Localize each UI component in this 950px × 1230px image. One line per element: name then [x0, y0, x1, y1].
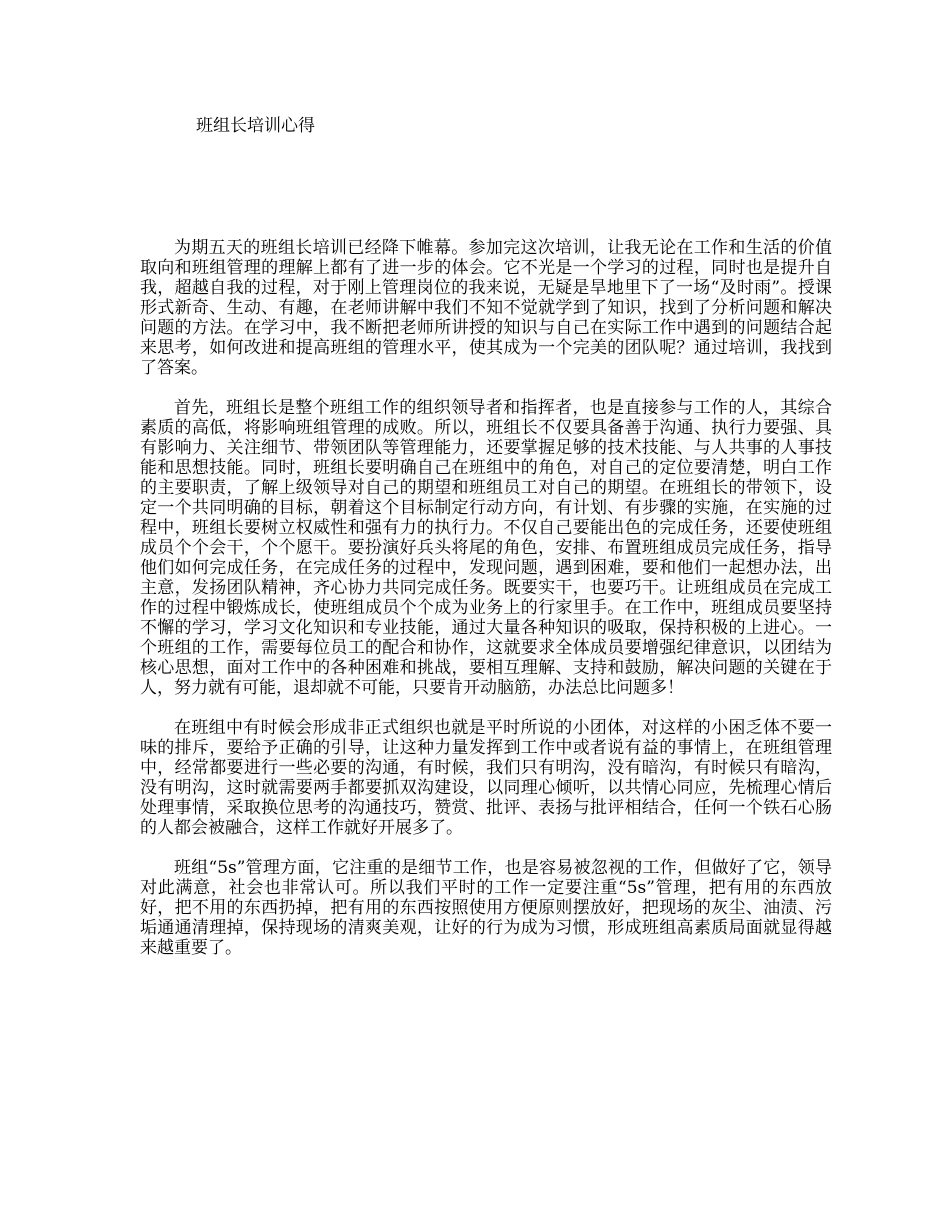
document-body [140, 238, 832, 978]
paragraph-informal-groups: 在班组中有时候会形成非正式组织也就是平时所说的小团体，对这样的小困乏体不要一味的排斥，要给予正确的引导，让这种力量发挥到工作中或者说有益的事情上，在班组管理中，经常都要进行一些必要的沟通，有时候，我们只有明沟，没有暗沟，有时候只有暗沟，没有明沟，这时就需要两手都要抓双沟建设，以同理心倾听，以共情心同应，先梳理心情后处理事情，采取换位思考的沟通技巧，赞赏、批评、表扬与批评相结合，任何一个铁石心肠的人都会被融合，这样工作就好开展多了。 [140, 718, 832, 838]
paragraph-team-leader-role: 首先，班组长是整个班组工作的组织领导者和指挥者，也是直接参与工作的人，其综合素质的高低，将影响班组管理的成败。所以，班组长不仅要具备善于沟通、执行力要强、具有影响力、关注细节、带领团队等管理能力，还要掌握足够的技术技能、与人共事的人事技能和思想技能。同时，班组长要明确自己在班组中的角色，对自己的定位要清楚，明白工作的主要职责，了解上级领导对自己的期望和班组员工对自己的期望。在班组长的带领下，设定一个共同明确的目标，朝着这个目标制定行动方向，有计划、有步骤的实施，在实施的过程中，班组长要树立权威性和强有力的执行力。不仅自己要能出色的完成任务，还要使班组成员个个会干，个个愿干。要扮演好兵头将尾的角色，安排、布置班组成员完成任务，指导他们如何完成任务，在完成任务的过程中，发现问题，遇到困难，要和他们一起想办法，出主意，发扬团队精神，齐心协力共同完成任务。既要实干，也要巧干。让班组成员在完成工作的过程中锻炼成长，使班组成员个个成为业务上的行家里手。在工作中，班组成员要坚持不懈的学习，学习文化知识和专业技能，通过大量各种知识的吸取，保持积极的上进心。一个班组的工作，需要每位员工的配合和协作，这就要求全体成员要增强纪律意识，以团结为核心思想，面对工作中的各种困难和挑战，要相互理解、支持和鼓励，解决问题的关键在于人，努力就有可能，退却就不可能，只要肯开动脑筋，办法总比问题多！ [140, 398, 832, 698]
paragraph-intro: 为期五天的班组长培训已经降下帷幕。参加完这次培训，让我无论在工作和生活的价值取向和班组管理的理解上都有了进一步的体会。它不光是一个学习的过程，同时也是提升自我，超越自我的过程，对于刚上管理岗位的我来说，无疑是旱地里下了一场“及时雨”。授课形式新奇、生动、有趣，在老师讲解中我们不知不觉就学到了知识，找到了分析问题和解决问题的方法。在学习中，我不断把老师所讲授的知识与自己在实际工作中遇到的问题结合起来思考，如何改进和提高班组的管理水平，使其成为一个完美的团队呢？通过培训，我找到了答案。 [140, 238, 832, 378]
document-title: 班组长培训心得 [196, 116, 315, 136]
paragraph-5s-management: 班组“5s”管理方面，它注重的是细节工作，也是容易被忽视的工作，但做好了它，领导对此满意，社会也非常认可。所以我们平时的工作一定要注重“5s”管理，把有用的东西放好，把不用的东西扔掉，把有用的东西按照使用方便原则摆放好，把现场的灰尘、油渍、污垢通通清理掉，保持现场的清爽美观，让好的行为成为习惯，形成班组高素质局面就显得越来越重要了。 [140, 858, 832, 958]
